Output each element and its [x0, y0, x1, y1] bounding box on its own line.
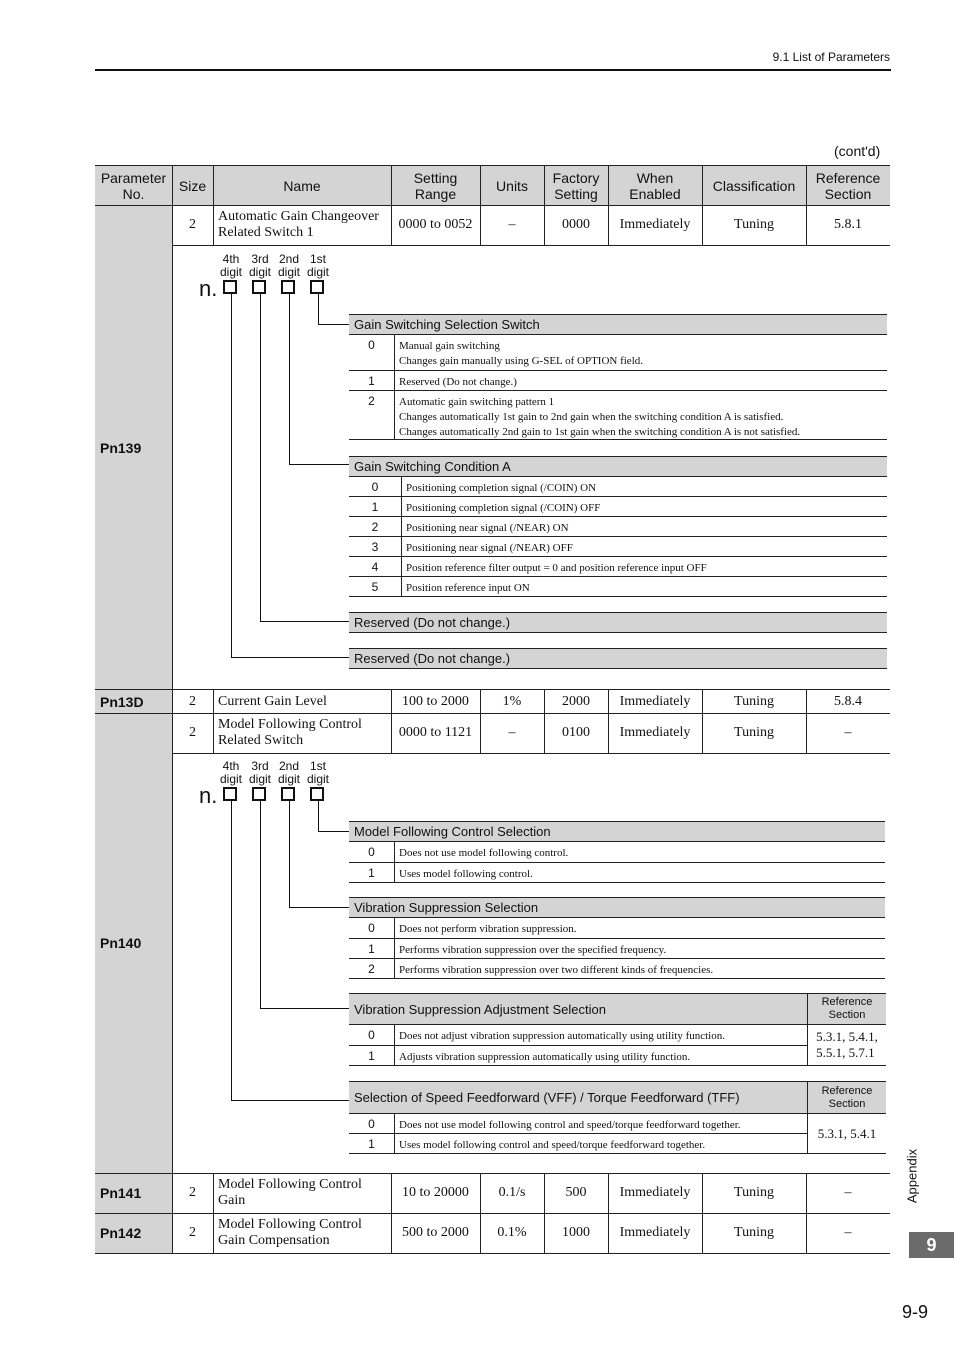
contd-label: (cont'd): [834, 143, 881, 159]
digit-box-3rd: [252, 787, 266, 801]
table-row: [349, 371, 887, 391]
table-row: [349, 842, 885, 863]
sub-code: 1: [368, 866, 375, 880]
pn139-range: 0000 to 0052: [398, 217, 473, 232]
sub-code: 1: [368, 374, 375, 388]
pn140-size: 2: [189, 725, 196, 740]
pn141-size: 2: [189, 1185, 196, 1200]
sub-desc: Uses model following control and speed/torque feedforward together.: [394, 1134, 807, 1153]
pn142-class: Tuning: [734, 1225, 774, 1240]
col-reference-section: Reference Section: [815, 169, 881, 202]
pn139-units: –: [508, 217, 516, 232]
leader-line: [318, 294, 319, 325]
sub-desc: Positioning completion signal (/COIN) OFF: [401, 497, 887, 516]
running-title: 9.1 List of Parameters: [772, 50, 890, 64]
leader-line: [231, 294, 232, 658]
pn139-size: 2: [189, 217, 196, 232]
sub-desc: Adjusts vibration suppression automatically using utility function.: [394, 1046, 807, 1065]
sub-code: 1: [368, 942, 375, 956]
sub-code: 0: [368, 1117, 375, 1131]
leader-line: [260, 1008, 349, 1009]
pn140-name: Model Following Control Related Switch: [218, 717, 362, 748]
appendix-side-label: Appendix: [904, 1148, 920, 1204]
sub-code: 5: [371, 580, 379, 594]
pn140-d3-ref-header: Reference Section: [807, 994, 886, 1024]
pn139-ref: 5.8.1: [834, 217, 862, 232]
pn13d-factory: 2000: [562, 693, 590, 709]
pn140-factory: 0100: [562, 725, 590, 740]
sub-code: 3: [371, 540, 379, 554]
sub-desc: Position reference input ON: [401, 577, 887, 596]
sub-code: 1: [368, 1137, 375, 1151]
pn140-d4-ref-header: Reference Section: [807, 1082, 886, 1113]
col-parameter-no: Parameter No.: [100, 169, 167, 202]
sub-desc: Does not use model following control and speed/torque feedforward together.: [394, 1114, 807, 1133]
pn139-class: Tuning: [734, 217, 774, 232]
digit-label-3rd: 3rd digit: [248, 252, 271, 279]
col-units: Units: [496, 177, 528, 194]
sub-code: 0: [368, 845, 375, 859]
table-row: [349, 391, 887, 440]
sub-code: 0: [371, 480, 379, 494]
pn140-range: 0000 to 1121: [398, 725, 473, 740]
table-row: [349, 959, 885, 979]
leader-line: [231, 1100, 349, 1101]
digit-label-2nd: 2nd digit: [277, 759, 300, 786]
pn142-name: Model Following Control Gain Compensation: [218, 1217, 362, 1248]
header-rule: [95, 69, 891, 71]
sub-desc: Does not use model following control.: [394, 842, 885, 862]
table-row: [349, 1046, 807, 1066]
sub-code: 2: [371, 520, 379, 534]
pn142-units: 0.1%: [497, 1225, 527, 1240]
digit-box-4th: [223, 280, 237, 294]
leader-line: [318, 831, 349, 832]
sub-code: 0: [368, 1028, 375, 1042]
pn13d-range: 100 to 2000: [402, 693, 469, 709]
pn142-ref: –: [844, 1225, 852, 1240]
col-size: Size: [178, 177, 207, 194]
chapter-tab[interactable]: 9: [909, 1232, 954, 1258]
pn13d-name: Current Gain Level: [218, 693, 327, 709]
col-classification: Classification: [712, 177, 796, 194]
pn140-label: Pn140: [100, 935, 142, 951]
rule: [172, 753, 890, 754]
leader-line: [318, 801, 319, 832]
pn140-ref: –: [844, 725, 852, 740]
rule: [172, 245, 890, 246]
pn13d-units: 1%: [502, 693, 522, 709]
pn139-d2-title: Gain Switching Condition A: [349, 456, 887, 477]
table-row: [349, 557, 887, 577]
leader-line: [289, 907, 349, 908]
pn139-d3-title: Reserved (Do not change.): [349, 612, 887, 633]
col-setting-range: Setting Range: [413, 169, 458, 202]
pn139-d1-title: Gain Switching Selection Switch: [349, 314, 887, 335]
pn141-factory: 500: [565, 1185, 587, 1200]
sub-code: 1: [371, 500, 379, 514]
sub-desc: Positioning near signal (/NEAR) ON: [401, 517, 887, 536]
sub-desc: Does not perform vibration suppression.: [394, 918, 885, 938]
table-row: [349, 497, 887, 517]
leader-line: [231, 657, 349, 658]
digit-label-4th: 4th digit: [219, 252, 242, 279]
table-row: [349, 1134, 807, 1154]
pn140-d3-ref: 5.3.1, 5.4.1, 5.5.1, 5.7.1: [807, 1025, 886, 1066]
pn140-when: Immediately: [619, 725, 691, 740]
sub-code: 0: [368, 921, 375, 935]
digit-label-2nd: 2nd digit: [277, 252, 300, 279]
sub-desc: Position reference filter output = 0 and position reference input OFF: [401, 557, 887, 576]
pn140-d4-ref: 5.3.1, 5.4.1: [807, 1114, 886, 1154]
leader-line: [318, 324, 349, 325]
digit-box-1st: [310, 280, 324, 294]
sub-desc: Performs vibration suppression over two different kinds of frequencies.: [394, 959, 885, 978]
pn140-d4-title: Selection of Speed Feedforward (VFF) / Torque Feedforward (TFF): [349, 1081, 886, 1114]
digit-label-1st: 1st digit: [306, 759, 329, 786]
table-row: [349, 537, 887, 557]
leader-line: [289, 801, 290, 908]
pn142-when: Immediately: [619, 1225, 691, 1240]
pn140-d2-title: Vibration Suppression Selection: [349, 897, 885, 918]
pn142-label: Pn142: [100, 1225, 142, 1241]
digit-box-2nd: [281, 787, 295, 801]
leader-line: [289, 294, 290, 465]
pn140-units: –: [508, 725, 516, 740]
pn142-range: 500 to 2000: [402, 1225, 469, 1240]
pn142-factory: 1000: [562, 1225, 590, 1240]
table-row: [349, 1114, 807, 1134]
sub-desc: Performs vibration suppression over the specified frequency.: [394, 939, 885, 958]
leader-line: [260, 294, 261, 622]
pn141-class: Tuning: [734, 1185, 774, 1200]
pn141-range: 10 to 20000: [402, 1185, 469, 1200]
sub-code: 1: [368, 1049, 375, 1063]
sub-desc: Manual gain switching Changes gain manually using G-SEL of OPTION field.: [394, 335, 887, 370]
leader-line: [289, 464, 349, 465]
page-number: 9-9: [902, 1302, 929, 1322]
table-row: [349, 335, 887, 371]
pn140-d1-title: Model Following Control Selection: [349, 821, 885, 842]
digit-label-1st: 1st digit: [306, 252, 329, 279]
table-row: [349, 517, 887, 537]
pn13d-label: Pn13D: [100, 693, 144, 710]
sub-code: 0: [368, 338, 375, 352]
pn139-d4-title: Reserved (Do not change.): [349, 648, 887, 669]
pn13d-when: Immediately: [619, 693, 691, 709]
pn13d-ref: 5.8.4: [834, 693, 862, 709]
col-when-enabled: When Enabled: [629, 169, 681, 202]
n-prefix: n.: [199, 783, 218, 808]
n-prefix: n.: [199, 276, 218, 301]
pn141-ref: –: [844, 1185, 852, 1200]
col-name: Name: [283, 177, 321, 194]
table-row: [349, 477, 887, 497]
sub-desc: Automatic gain switching pattern 1 Changes automatically 1st gain to 2nd gain when the switching condition A is satisfied. Changes automatically 2nd gain to 1st gain when the switching condition A is not satisfied.: [394, 391, 887, 439]
pn141-units: 0.1/s: [498, 1185, 526, 1200]
digit-box-4th: [223, 787, 237, 801]
col-factory-setting: Factory Setting: [552, 169, 600, 202]
sub-code: 2: [368, 394, 375, 408]
sub-desc: Reserved (Do not change.): [394, 371, 887, 390]
table-row: [349, 863, 885, 883]
pn142-size: 2: [189, 1225, 196, 1240]
digit-box-1st: [310, 787, 324, 801]
sub-desc: Does not adjust vibration suppression automatically using utility function.: [394, 1025, 807, 1045]
pn141-name: Model Following Control Gain: [218, 1177, 362, 1208]
sub-desc: Uses model following control.: [394, 863, 885, 882]
table-row: [349, 918, 885, 939]
leader-line: [260, 621, 349, 622]
pn139-label: Pn139: [100, 439, 142, 456]
sub-code: 2: [368, 962, 375, 976]
pn140-class: Tuning: [734, 725, 774, 740]
table-row: [349, 577, 887, 597]
pn139-factory: 0000: [562, 217, 590, 232]
pn139-name: Automatic Gain Changeover Related Switch 1: [218, 209, 379, 240]
pn139-when: Immediately: [619, 217, 691, 232]
pn13d-class: Tuning: [734, 693, 774, 709]
sub-desc: Positioning completion signal (/COIN) ON: [401, 477, 887, 496]
sub-code: 4: [371, 560, 379, 574]
digit-box-3rd: [252, 280, 266, 294]
rule: [95, 165, 890, 166]
digit-box-2nd: [281, 280, 295, 294]
rule: [95, 1253, 890, 1254]
table-row: [349, 939, 885, 959]
digit-label-4th: 4th digit: [219, 759, 242, 786]
pn141-label: Pn141: [100, 1185, 142, 1201]
pn140-d3-title: Vibration Suppression Adjustment Selection: [349, 993, 886, 1025]
pn13d-size: 2: [189, 693, 196, 709]
pn141-when: Immediately: [619, 1185, 691, 1200]
sub-desc: Positioning near signal (/NEAR) OFF: [401, 537, 887, 556]
digit-label-3rd: 3rd digit: [248, 759, 271, 786]
leader-line: [231, 801, 232, 1101]
table-row: [349, 1025, 807, 1046]
leader-line: [260, 801, 261, 1009]
